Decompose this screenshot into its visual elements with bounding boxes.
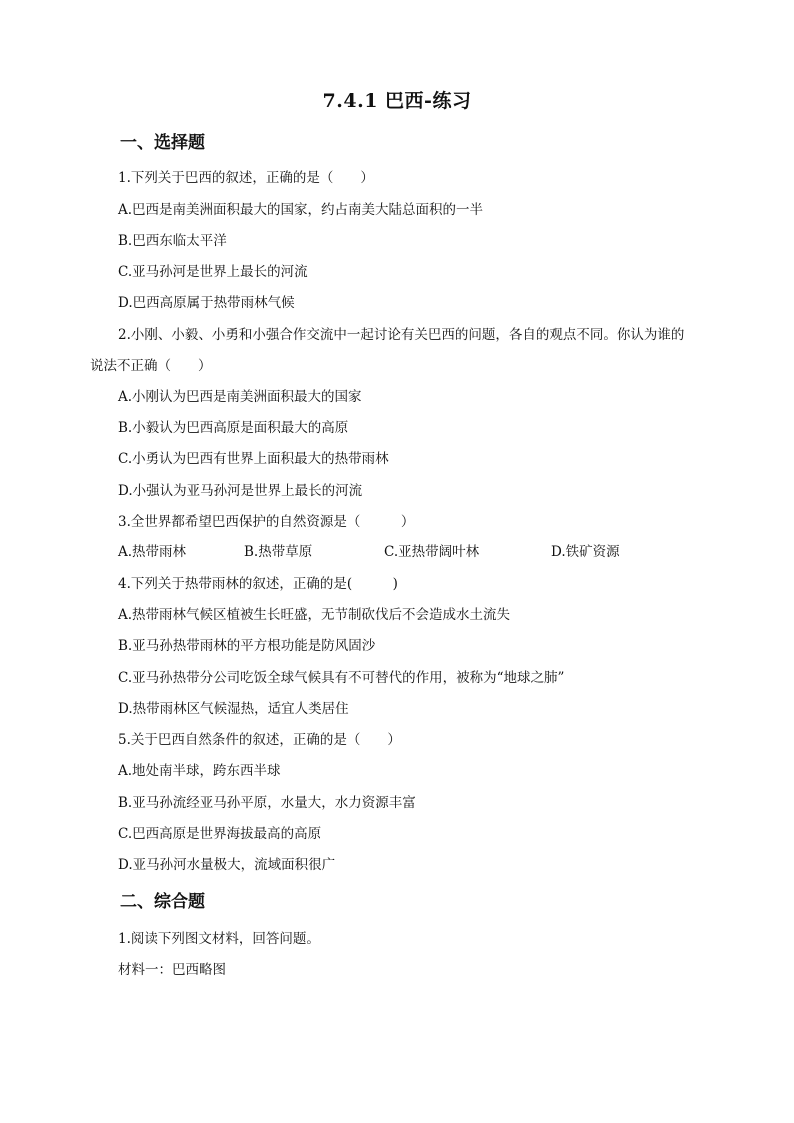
question-4-option-c: C.亚马孙热带分公司吃饭全球气候具有不可替代的作用，被称为“地球之肺” <box>118 670 565 686</box>
question-5-option-b: B.亚马孙流经亚马孙平原，水量大，水力资源丰富 <box>118 795 416 811</box>
section-heading-comprehensive: 二、综合题 <box>120 892 205 912</box>
section-heading-choice: 一、选择题 <box>120 133 205 153</box>
question-4-option-b: B.亚马孙热带雨林的平方根功能是防风固沙 <box>118 638 376 654</box>
question-5-option-d: D.亚马孙河水量极大，流域面积很广 <box>118 857 336 873</box>
question-3-stem: 3.全世界都希望巴西保护的自然资源是（ ） <box>118 514 415 530</box>
question-1-option-d: D.巴西高原属于热带雨林气候 <box>118 295 295 311</box>
question-2-option-d: D.小强认为亚马孙河是世界上最长的河流 <box>118 483 363 499</box>
question-1-stem: 1.下列关于巴西的叙述，正确的是（ ） <box>118 170 374 186</box>
question-5-option-c: C.巴西高原是世界海拔最高的高原 <box>118 826 322 842</box>
page-title: 7.4.1 巴西-练习 <box>322 90 472 112</box>
question-2-stem-line2: 说法不正确（ ） <box>90 358 212 374</box>
question-1-option-a: A.巴西是南美洲面积最大的国家，约占南美大陆总面积的一半 <box>118 202 484 218</box>
question-1-option-b: B.巴西东临太平洋 <box>118 233 227 249</box>
question-5-option-a: A.地处南半球，跨东西半球 <box>118 763 281 779</box>
question-5-stem: 5.关于巴西自然条件的叙述，正确的是（ ） <box>118 732 401 748</box>
question-4-option-a: A.热带雨林气候区植被生长旺盛，无节制砍伐后不会造成水土流失 <box>118 607 511 623</box>
question-4-stem: 4.下列关于热带雨林的叙述，正确的是( ) <box>118 576 398 592</box>
question-3-option-d: D.铁矿资源 <box>551 544 620 560</box>
question-1-option-c: C.亚马孙河是世界上最长的河流 <box>118 264 308 280</box>
comprehensive-1-stem: 1.阅读下列图文材料，回答问题。 <box>118 931 320 947</box>
question-2-stem-line1: 2.小刚、小毅、小勇和小强合作交流中一起讨论有关巴西的问题，各自的观点不同。你认为谁的 <box>118 327 685 343</box>
question-4-option-d: D.热带雨林区气候湿热，适宜人类居住 <box>118 701 349 717</box>
question-3-option-c: C.亚热带阔叶林 <box>384 544 480 560</box>
question-3-option-a: A.热带雨林 <box>118 544 187 560</box>
question-2-option-c: C.小勇认为巴西有世界上面积最大的热带雨林 <box>118 451 389 467</box>
question-2-option-b: B.小毅认为巴西高原是面积最大的高原 <box>118 420 349 436</box>
question-3-option-b: B.热带草原 <box>244 544 313 560</box>
material-1-caption: 材料一：巴西略图 <box>118 962 226 978</box>
question-2-option-a: A.小刚认为巴西是南美洲面积最大的国家 <box>118 389 362 405</box>
